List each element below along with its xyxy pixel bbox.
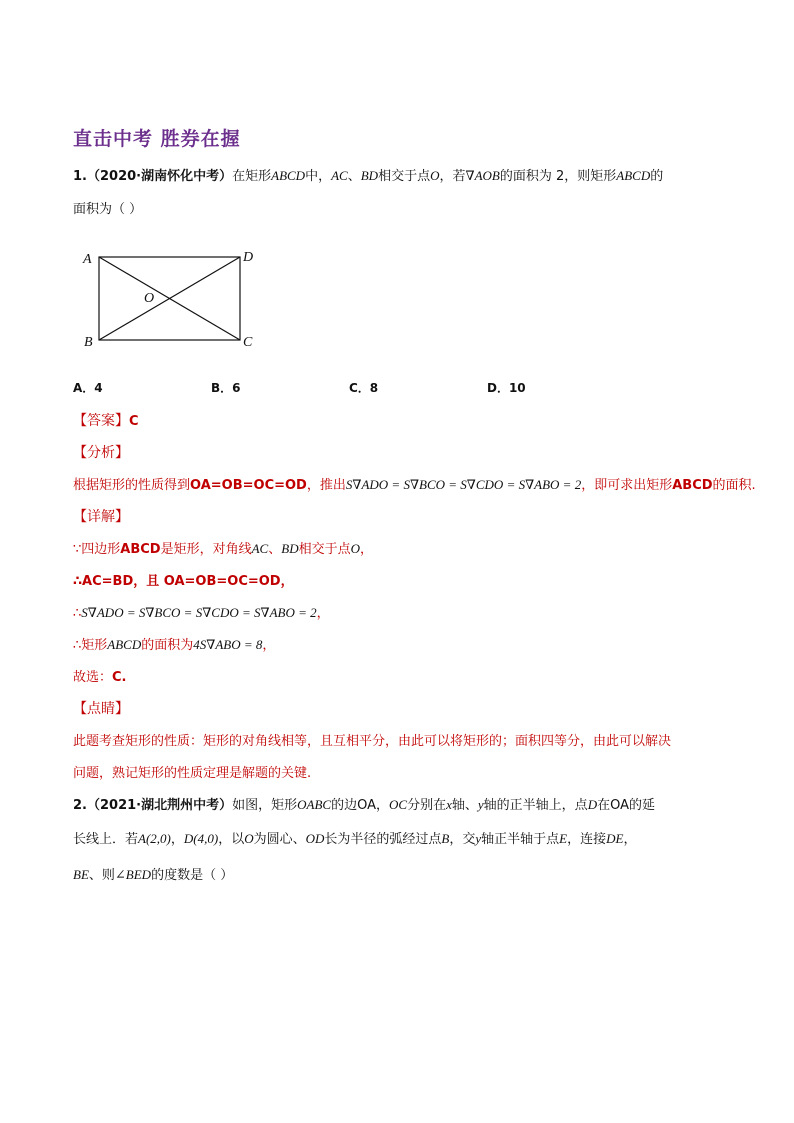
q2-text: 在 xyxy=(597,798,611,813)
q2-text: ， xyxy=(170,832,184,847)
detail-part: ∵四边形 xyxy=(73,542,121,557)
option-a: A．4 xyxy=(73,381,103,395)
q1-text: ，若 xyxy=(439,169,466,184)
q1-math: BD xyxy=(360,168,379,183)
detail-math: ABCD xyxy=(107,637,142,652)
q2-math: BE xyxy=(73,867,89,882)
detail-part: 故选： xyxy=(73,670,113,685)
rectangle-figure xyxy=(78,245,268,355)
detail-math: BD xyxy=(281,541,299,556)
q2-text: 轴正半轴于点 xyxy=(481,832,560,847)
q1-math: ∇AOB xyxy=(465,168,500,183)
q1-text: 在矩形 xyxy=(232,169,272,184)
q2-math: x xyxy=(446,797,452,812)
q2-text: ， xyxy=(376,798,390,813)
detail-line-4 xyxy=(73,634,275,653)
detail-line-2: ∴AC=BD，且 OA=OB=OC=OD， xyxy=(73,574,294,589)
detail-part: ∴矩形 xyxy=(73,638,108,653)
comment-line-2: 问题，熟记矩形的性质定理是解题的关键. xyxy=(73,766,312,781)
q2-math: B xyxy=(441,831,450,846)
q2-math: E xyxy=(559,831,568,846)
detail-part: ， xyxy=(316,606,330,621)
detail-part: ∴ xyxy=(73,606,82,621)
analysis-part: 根据矩形的性质得到 xyxy=(73,478,191,493)
q2-math: y xyxy=(477,797,484,812)
q2-text: OA xyxy=(610,798,629,813)
detail-part: 是矩形，对角线 xyxy=(160,542,252,557)
q2-math: ∠BED xyxy=(114,867,152,882)
detail-part: 的面积为 xyxy=(141,638,194,653)
detail-math: AC xyxy=(251,541,269,556)
q2-text: OA xyxy=(357,798,376,813)
q2-math: OC xyxy=(389,797,408,812)
option-c: C．8 xyxy=(349,381,379,395)
q2-text: 、则 xyxy=(88,868,115,883)
option-b: B．6 xyxy=(211,381,241,395)
label-d: D xyxy=(243,250,254,265)
q2-text: 为圆心、 xyxy=(253,832,306,847)
analysis-eq: OA=OB=OC=OD xyxy=(190,478,307,493)
detail-abcd: ABCD xyxy=(120,542,161,557)
q1-source: （2020·湖南怀化中考） xyxy=(86,169,233,184)
q1-math: ABCD xyxy=(616,168,651,183)
q2-math: O xyxy=(244,831,254,846)
analysis-text xyxy=(73,474,756,493)
label-c: C xyxy=(243,335,253,350)
q1-line-2: 面积为（ ） xyxy=(73,202,143,217)
detail-part: 相交于点 xyxy=(298,542,351,557)
detail-math: O xyxy=(350,541,360,556)
detail-part: ， xyxy=(360,542,374,557)
q2-line-1 xyxy=(73,794,655,813)
analysis-part: ，推出 xyxy=(306,478,346,493)
q2-text: 的度数是（ ） xyxy=(151,868,234,883)
q2-text: ，交 xyxy=(449,832,476,847)
q2-text: 轴的正半轴上，点 xyxy=(483,798,588,813)
detail-line-5 xyxy=(73,666,127,685)
q2-source: （2021·湖北荆州中考） xyxy=(86,798,233,813)
detail-formula: S∇ADO = S∇BCO = S∇CDO = S∇ABO = 2 xyxy=(81,605,317,620)
q2-math: OABC xyxy=(297,797,332,812)
label-b: B xyxy=(84,335,93,350)
q1-text: 的 xyxy=(650,169,664,184)
label-a: A xyxy=(83,252,92,267)
q2-text: ，以 xyxy=(218,832,245,847)
q1-line-1 xyxy=(73,165,663,184)
answer-tag: 【答案】 xyxy=(73,413,129,429)
q2-text: 的边 xyxy=(331,798,358,813)
answer-value: C xyxy=(129,414,139,429)
comment-tag: 【点睛】 xyxy=(73,701,129,717)
section-title: 直击中考 胜券在握 xyxy=(73,128,241,150)
q2-line-2 xyxy=(73,828,637,847)
analysis-part: ，即可求出矩形 xyxy=(581,478,673,493)
q2-math: OD xyxy=(305,831,325,846)
detail-part: ， xyxy=(262,638,276,653)
detail-tag: 【详解】 xyxy=(73,509,129,525)
detail-part: 、 xyxy=(268,542,282,557)
q2-math: y xyxy=(475,831,482,846)
q2-math: DE xyxy=(606,831,624,846)
q2-text: 的延 xyxy=(629,798,656,813)
q2-text: 轴、 xyxy=(451,798,478,813)
q1-text: 相交于点 xyxy=(378,169,431,184)
q1-math: ABCD xyxy=(271,168,306,183)
detail-formula: 4S∇ABO = 8 xyxy=(193,637,263,652)
q2-math: D(4,0) xyxy=(183,831,219,846)
analysis-formula: S∇ADO = S∇BCO = S∇CDO = S∇ABO = 2 xyxy=(345,477,582,492)
option-d: D．10 xyxy=(487,381,526,395)
analysis-abcd: ABCD xyxy=(672,478,713,493)
q2-text: 分别在 xyxy=(407,798,447,813)
q2-math: A(2,0) xyxy=(138,831,171,846)
q2-line-3 xyxy=(73,864,233,883)
comment-line-1: 此题考查矩形的性质：矩形的对角线相等，且互相平分，由此可以将矩形的；面积四等分，由此可以解决 xyxy=(73,734,672,749)
q2-text: 长为半径的弧经过点 xyxy=(324,832,442,847)
q2-text: ， xyxy=(623,832,637,847)
q2-text: 如图，矩形 xyxy=(232,798,298,813)
detail-line-1 xyxy=(73,538,373,557)
analysis-part: 的面积. xyxy=(712,478,756,493)
q1-number: 1. xyxy=(73,169,87,184)
analysis-tag: 【分析】 xyxy=(73,445,129,461)
q2-text: 长线上．若 xyxy=(73,832,139,847)
q1-text: 中， xyxy=(305,169,332,184)
q1-math: O xyxy=(430,168,440,183)
q1-text: 的面积为 2，则矩形 xyxy=(499,169,617,184)
q2-number: 2. xyxy=(73,798,87,813)
answer-line xyxy=(73,410,139,430)
q1-text: 、 xyxy=(347,169,361,184)
detail-choice: C. xyxy=(112,670,127,685)
q2-math: D xyxy=(587,797,598,812)
label-o: O xyxy=(144,291,155,306)
q2-text: ，连接 xyxy=(567,832,607,847)
q1-math: AC xyxy=(331,168,348,183)
detail-line-3 xyxy=(73,602,330,621)
